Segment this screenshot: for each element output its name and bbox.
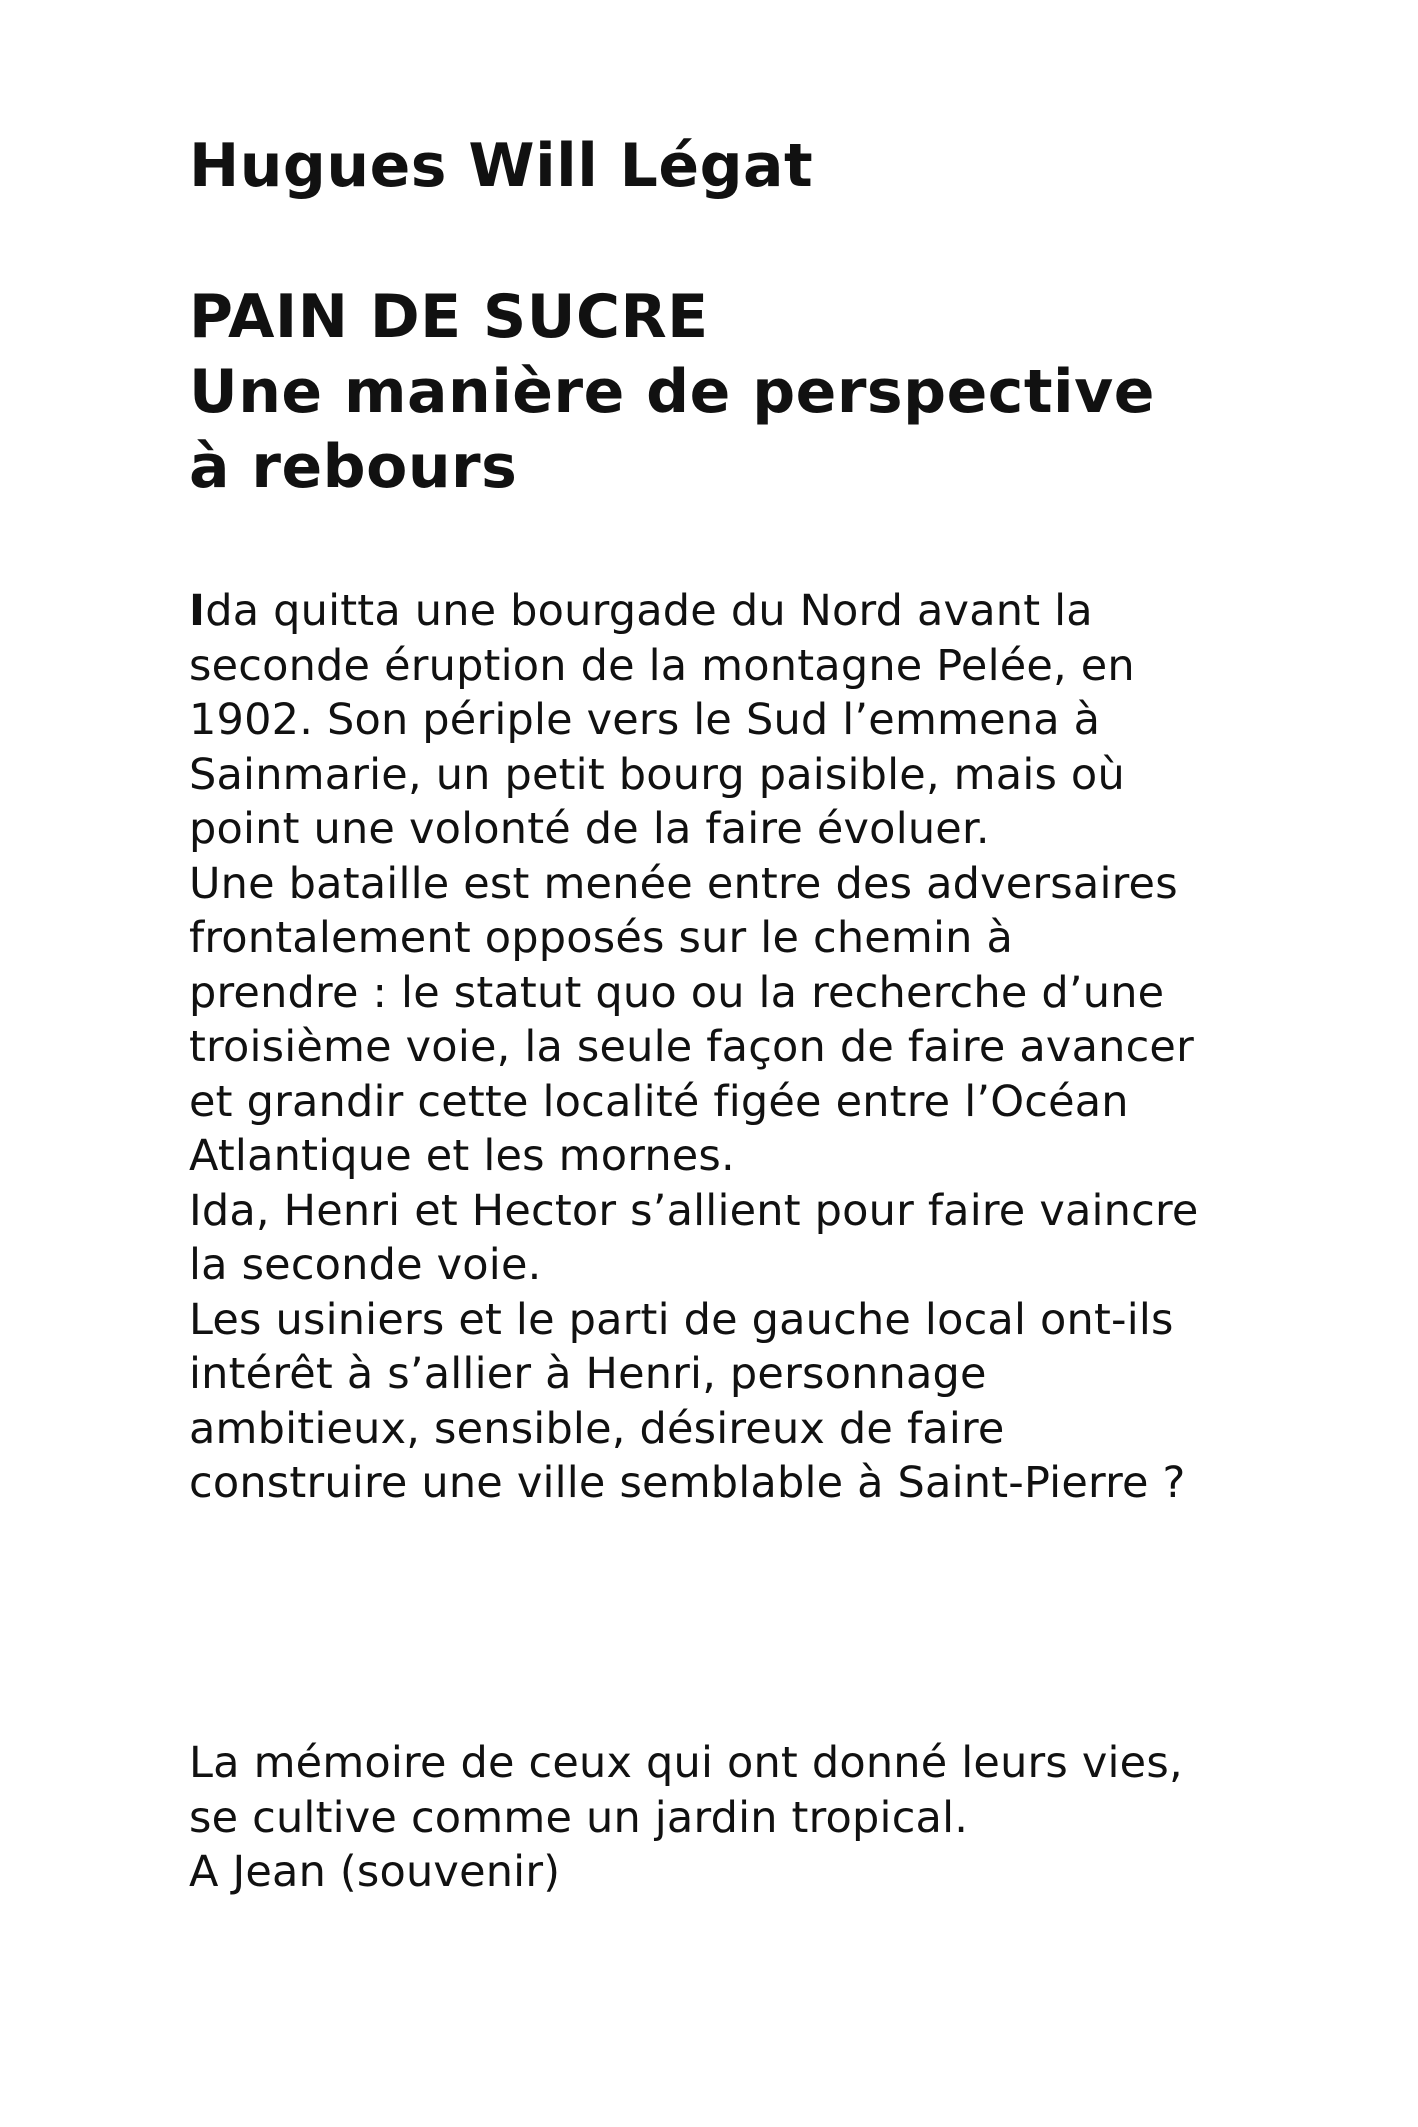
synopsis-line: 1902. Son périple vers le Sud l’emmena à — [189, 695, 1101, 745]
book-title — [189, 280, 1155, 505]
author-name: Hugues Will Légat — [189, 131, 814, 201]
epigraph-line: se cultive comme un jardin tropical. — [189, 1792, 969, 1843]
synopsis-line: Les usiniers et le parti de gauche local ont-ils — [189, 1294, 1174, 1345]
synopsis-line: Atlantique et les mornes. — [189, 1131, 735, 1181]
synopsis-line: la seconde voie. — [189, 1240, 542, 1290]
book-back-cover — [189, 0, 1289, 2127]
synopsis-line: Ida, Henri et Hector s’allient pour faire vaincre — [189, 1185, 1199, 1236]
synopsis-line: frontalement opposés sur le chemin à — [189, 913, 1014, 963]
synopsis-line: seconde éruption de la montagne Pelée, en — [189, 640, 1135, 691]
synopsis-line: Ida quitta une bourgade du Nord avant la — [189, 586, 1093, 636]
epigraph-line: La mémoire de ceux qui ont donné leurs vies, — [189, 1738, 1183, 1788]
synopsis-line: point une volonté de la faire évoluer. — [189, 804, 990, 854]
epigraph — [189, 1736, 1183, 1900]
subtitle-line-2: à rebours — [189, 432, 518, 502]
synopsis — [189, 584, 1199, 1511]
synopsis-line: intérêt à s’allier à Henri, personnage — [189, 1349, 987, 1399]
drop-cap: I — [189, 586, 206, 636]
synopsis-line: Sainmarie, un petit bourg paisible, mais où — [189, 749, 1125, 800]
synopsis-line: troisième voie, la seule façon de faire avancer — [189, 1022, 1194, 1072]
synopsis-line: et grandir cette localité figée entre l’Océan — [189, 1076, 1129, 1127]
dedication: A Jean (souvenir) — [189, 1847, 561, 1897]
title-main: PAIN DE SUCRE — [189, 282, 709, 352]
synopsis-line: ambitieux, sensible, désireux de faire — [189, 1403, 1005, 1454]
synopsis-line: Une bataille est menée entre des adversaires — [189, 858, 1178, 909]
subtitle-line-1: Une manière de perspective — [189, 357, 1155, 427]
synopsis-line: prendre : le statut quo ou la recherche d’une — [189, 967, 1165, 1018]
synopsis-line: construire une ville semblable à Saint-Pierre ? — [189, 1458, 1186, 1508]
